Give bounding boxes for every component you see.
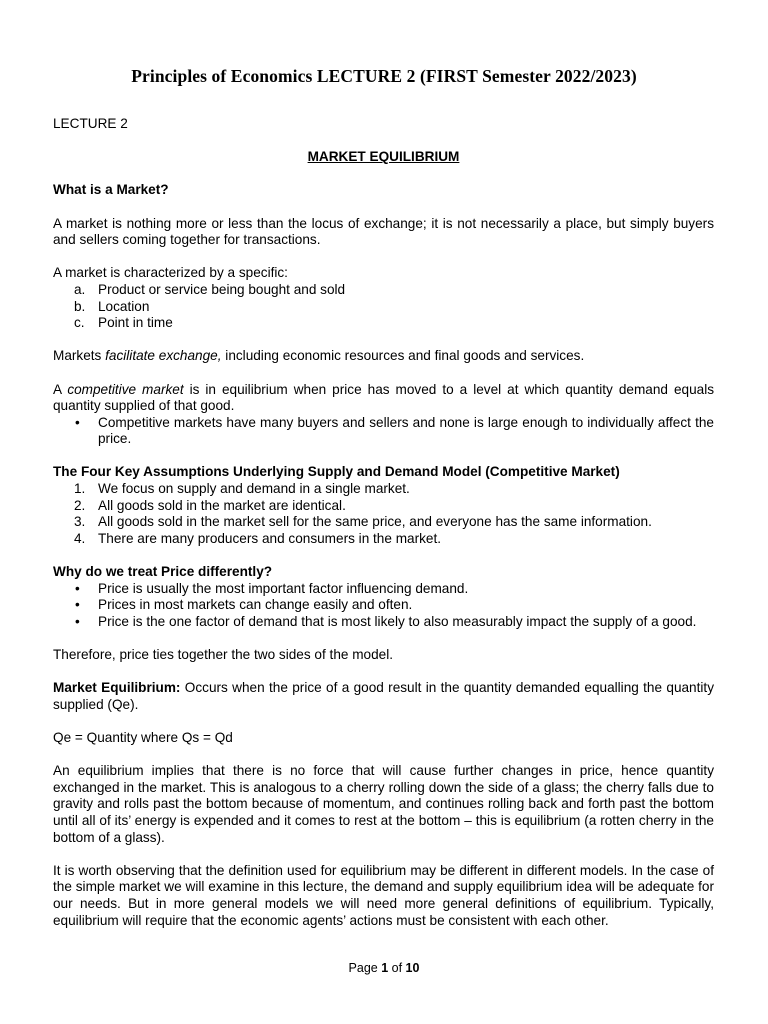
list-marker: 1. <box>74 481 86 497</box>
paragraph-characterized-intro: A market is characterized by a specific: <box>53 265 288 281</box>
text-run: is in equilibrium when price has moved to a level at which quantity demand equals quantity supplied of that good. <box>53 381 715 414</box>
list-marker: 2. <box>74 497 86 513</box>
text-run: Markets <box>53 348 106 364</box>
list-item-text: Competitive markets have many buyers and sellers and none is large enough to individually affect the price. <box>98 414 714 447</box>
price-bullets <box>53 581 714 631</box>
list-item <box>53 581 714 598</box>
paragraph-competitive-market <box>53 382 714 415</box>
list-marker: 3. <box>74 514 86 530</box>
list-item-text: All goods sold in the market are identical. <box>98 497 346 513</box>
market-characteristics-list <box>53 282 714 332</box>
list-item <box>53 481 714 498</box>
list-item <box>53 514 714 531</box>
list-marker: 4. <box>74 530 86 546</box>
list-item-text: Prices in most markets can change easily and often. <box>98 597 413 613</box>
list-item-text: There are many producers and consumers in the market. <box>98 530 442 546</box>
bullet-marker: • <box>75 597 80 613</box>
current-page-number: 1 <box>381 961 389 975</box>
text-run: Occurs when the price of a good result in the quantity demanded equalling the quantity supplied (Qe). <box>53 680 714 712</box>
paragraph-general-models: It is worth observing that the definition used for equilibrium may be different in different models. In the case of the simple market we will examine in this lecture, the demand and supply equilibrium idea will be adequate for our needs. But in more general models we will need more general definitions of equilibrium. Typically, equilibrium will require that the economic agents’ actions must be consistent with each other. <box>53 862 714 928</box>
list-item-text: Price is usually the most important factor influencing demand. <box>98 580 469 596</box>
document-body <box>53 116 714 946</box>
paragraph-market-definition: A market is nothing more or less than the locus of exchange; it is not necessarily a place, but simply buyers and sellers coming together for transactions. <box>53 215 714 248</box>
italic-term: competitive market <box>67 381 184 397</box>
bullet-marker: • <box>75 613 80 629</box>
list-item <box>53 282 714 299</box>
italic-term: facilitate exchange, <box>105 348 222 364</box>
paragraph-facilitate-exchange <box>53 348 714 365</box>
text-run: including economic resources and final goods and services. <box>221 348 585 364</box>
heading-four-assumptions: The Four Key Assumptions Underlying Supply and Demand Model (Competitive Market) <box>53 464 620 480</box>
bullet-marker: • <box>75 580 80 596</box>
list-item-text: We focus on supply and demand in a single market. <box>98 481 410 497</box>
list-marker: b. <box>74 298 86 314</box>
list-item <box>53 614 714 631</box>
list-item-text: Product or service being bought and sold <box>98 281 346 297</box>
text-run: A <box>53 381 68 397</box>
of-word: of <box>388 961 406 975</box>
list-marker: c. <box>74 315 85 331</box>
competitive-market-bullets <box>53 415 714 448</box>
bullet-marker: • <box>75 414 80 430</box>
bold-term: Market Equilibrium: <box>53 680 181 696</box>
paragraph-cherry-analogy: An equilibrium implies that there is no force that will cause further changes in price, hence quantity exchanged in the market. This is analogous to a cherry rolling down the side of a glass; the cherry falls due to gravity and rolls past the bottom because of momentum, and continues rolling back and forth past the bottom until all of its’ energy is expended and it comes to rest at the bottom – this is equilibrium (a rotten cherry in the bottom of a glass). <box>53 763 714 845</box>
page-footer <box>0 961 768 975</box>
assumptions-list <box>53 481 714 547</box>
equilibrium-formula: Qe = Quantity where Qs = Qd <box>53 729 233 745</box>
lecture-label: LECTURE 2 <box>53 116 128 131</box>
paragraph-market-equilibrium <box>53 680 714 713</box>
list-item-text: Point in time <box>98 315 173 331</box>
document-title: Principles of Economics LECTURE 2 (FIRST Semester 2022/2023) <box>131 66 637 86</box>
list-item <box>53 597 714 614</box>
list-item <box>53 299 714 316</box>
heading-price-differently: Why do we treat Price differently? <box>53 564 273 580</box>
section-heading: MARKET EQUILIBRIUM <box>307 149 460 165</box>
list-item-text: Location <box>98 298 150 314</box>
list-item-text: All goods sold in the market sell for the same price, and everyone has the same information. <box>98 514 652 530</box>
total-pages-number: 10 <box>405 961 420 975</box>
list-item-text: Price is the one factor of demand that is most likely to also measurably impact the supply of a good. <box>98 613 697 629</box>
list-item <box>53 498 714 515</box>
paragraph-therefore: Therefore, price ties together the two sides of the model. <box>53 647 394 662</box>
list-item <box>53 315 714 332</box>
page-word: Page <box>348 961 382 975</box>
list-item <box>53 531 714 548</box>
list-marker: a. <box>74 281 86 297</box>
list-item <box>53 415 714 448</box>
heading-what-is-market: What is a Market? <box>53 182 169 198</box>
